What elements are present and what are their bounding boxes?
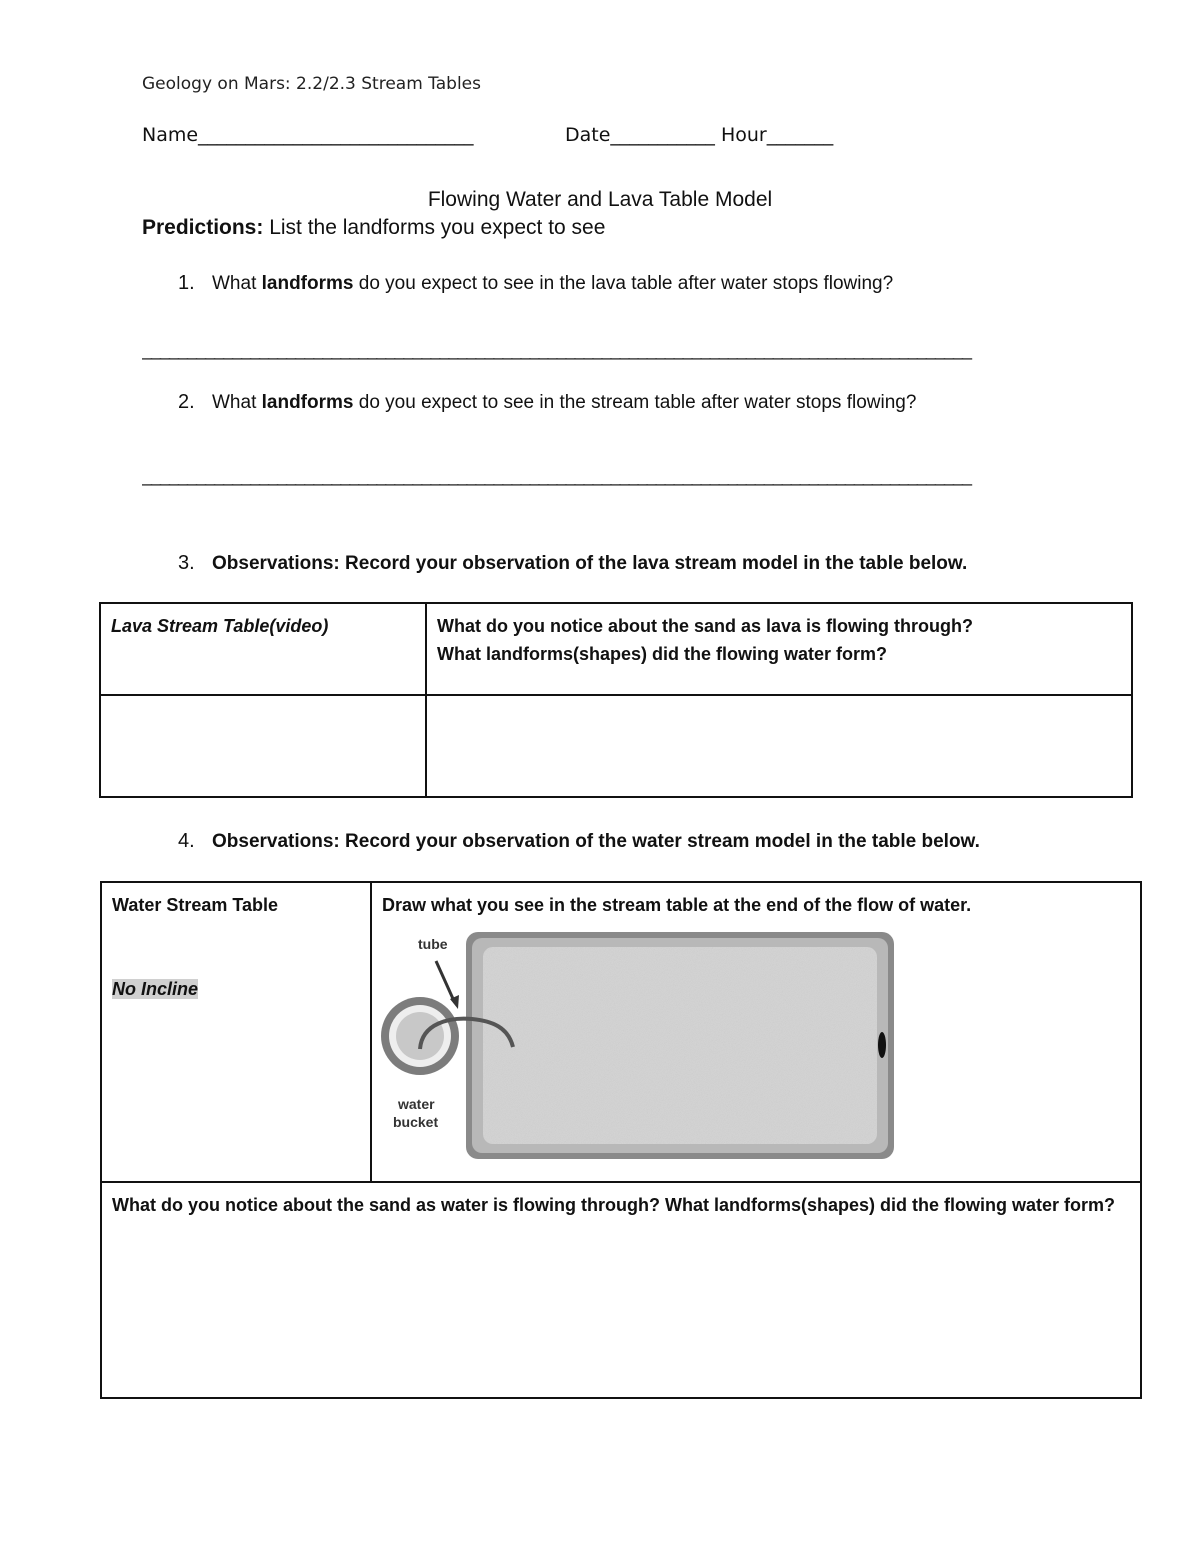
predictions-colon: : xyxy=(256,216,264,239)
tube-label: tube xyxy=(418,936,448,952)
water-table-col1 xyxy=(101,882,371,1182)
question-post: do you expect to see in the lava table after water stops flowing? xyxy=(353,273,894,294)
water-table-bottom-question: What do you notice about the sand as water is flowing through? What landforms(shapes) did the flowing water form? xyxy=(112,1195,1116,1215)
bucket-label-line1: water xyxy=(398,1096,435,1112)
observation-number: 4. xyxy=(178,830,195,852)
water-table-question-cell[interactable] xyxy=(101,1182,1141,1398)
question-number: 1. xyxy=(178,272,195,294)
water-table-drawing-cell[interactable] xyxy=(371,882,1141,1182)
question-keyword: landforms xyxy=(261,392,354,413)
water-table-col2-header: Draw what you see in the stream table at the end of the flow of water. xyxy=(382,895,972,915)
observation-3-prompt xyxy=(178,550,1048,577)
course-title: Geology on Mars: 2.2/2.3 Stream Tables xyxy=(142,74,481,94)
lava-stream-table xyxy=(99,602,1133,798)
predictions-label: Predictions xyxy=(142,216,257,239)
answer-line-2[interactable]: ____________________________________________________________________________________________ xyxy=(142,466,971,486)
water-stream-table xyxy=(100,881,1142,1399)
page-title: Flowing Water and Lava Table Model xyxy=(427,188,773,211)
answer-line-1[interactable]: ____________________________________________________________________________________________ xyxy=(142,340,971,360)
lava-table-answer-cell-2[interactable] xyxy=(426,695,1132,797)
question-2 xyxy=(178,391,916,414)
question-pre: What xyxy=(212,392,262,413)
name-field[interactable]: Name_____________________________ xyxy=(142,124,474,146)
question-post: do you expect to see in the stream table after water stops flowing? xyxy=(353,392,917,413)
bucket-label-line2: bucket xyxy=(393,1114,439,1130)
question-1 xyxy=(178,272,893,295)
lava-table-col1-header: Lava Stream Table(video) xyxy=(100,603,426,695)
no-incline-label: No Incline xyxy=(112,979,199,999)
water-bucket-inner xyxy=(396,1012,444,1060)
lava-table-question-2: What landforms(shapes) did the flowing water form? xyxy=(437,644,888,664)
observation-text: Observations: Record your observation of the water stream model in the table below. xyxy=(212,831,980,852)
question-number: 2. xyxy=(178,391,195,413)
lava-table-answer-cell-1[interactable] xyxy=(100,695,426,797)
tube-arrow xyxy=(436,961,454,1001)
observation-text: Observations: Record your observation of the lava stream model in the table below. xyxy=(212,553,968,574)
date-hour-field[interactable]: Date___________ Hour_______ xyxy=(565,124,834,146)
predictions-heading xyxy=(142,216,605,240)
predictions-text: List the landforms you expect to see xyxy=(263,216,606,239)
question-pre: What xyxy=(212,273,262,294)
question-keyword: landforms xyxy=(261,273,354,294)
lava-table-col2-header xyxy=(426,603,1132,695)
lava-table-question-1: What do you notice about the sand as lava is flowing through? xyxy=(437,616,974,636)
tray-drain xyxy=(878,1032,886,1058)
stream-table-diagram xyxy=(380,923,920,1163)
observation-4-prompt xyxy=(178,828,1048,855)
water-table-col1-header: Water Stream Table xyxy=(112,895,279,915)
observation-number: 3. xyxy=(178,552,195,574)
